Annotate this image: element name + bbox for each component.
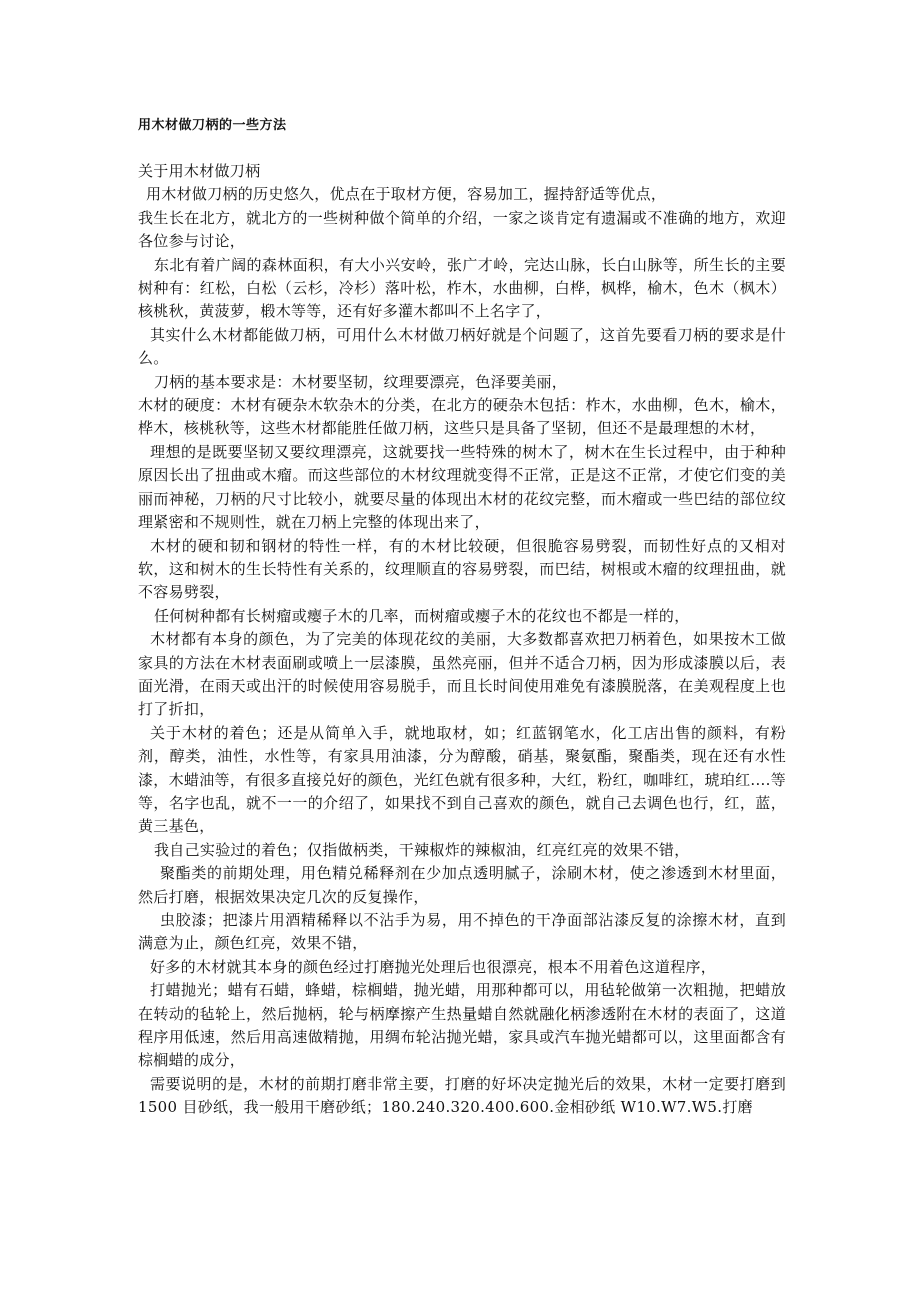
- paragraph: 木材都有本身的颜色，为了完美的体现花纹的美丽，大多数都喜欢把刀柄着色，如果按木工做家具的方法在木材表面刷或喷上一层漆膜，虽然亮丽，但并不适合刀柄，因为形成漆膜以后，表面光滑，在雨天或出汗的时候使用容易脱手，而且长时间使用难免有漆膜脱落，在美观程度上也打了折扣，: [138, 630, 786, 719]
- paragraph: 木材的硬度：木材有硬杂木软杂木的分类，在北方的硬杂木包括：柞木，水曲柳，色木，榆木，桦木，核桃秋等，这些木材都能胜任做刀柄，这些只是具备了坚韧，但还不是最理想的木材，: [138, 396, 786, 438]
- paragraph: 刀柄的基本要求是：木材要坚韧，纹理要漂亮，色泽要美丽，: [154, 372, 568, 391]
- document-body: [138, 160, 786, 1120]
- paragraph: 打蜡抛光；蜡有石蜡，蜂蜡，棕榈蜡，抛光蜡，用那种都可以，用毡轮做第一次粗抛，把蜡放在转动的毡轮上，然后抛柄，轮与柄摩擦产生热量蜡自然就融化柄渗透附在木材的表面了，这道程序用低速，然后用高速做精抛，用绸布轮沾抛光蜡，家具或汽车抛光蜡都可以，这里面都含有棕榈蜡的成分，: [138, 981, 786, 1070]
- paragraph: 关于木材的着色；还是从简单入手，就地取材，如；红蓝钢笔水，化工店出售的颜料，有粉剂，醇类，油性，水性等，有家具用油漆，分为醇酸，硝基，聚氨酯，聚酯类，现在还有水性漆，木蜡油等，有很多直接兑好的颜色，光红色就有很多种，大红，粉红，咖啡红，琥珀红....等等，名字也乱，就不一一的介绍了，如果找不到自己喜欢的颜色，就自己去调色也行，红，蓝，黄三基色，: [138, 723, 786, 836]
- paragraph: 任何树种都有长树瘤或瘿子木的几率，而树瘤或瘿子木的花纹也不都是一样的，: [154, 606, 690, 625]
- paragraph: 其实什么木材都能做刀柄，可用什么木材做刀柄好就是个问题了，这首先要看刀柄的要求是什么。: [138, 325, 786, 368]
- paragraph: 东北有着广阔的森林面积，有大小兴安岭，张广才岭，完达山脉，长白山脉等，所生长的主要树种有：红松，白松（云杉，冷杉）落叶松，柞木，水曲柳，白桦，枫桦，榆木，色木（枫木）核桃秋，黄菠萝，椴木等等，还有好多灌木都叫不上名字了，: [138, 255, 786, 321]
- section-heading: 关于用木材做刀柄: [138, 162, 261, 180]
- paragraph: 我自己实验过的着色；仅指做柄类，干辣椒炸的辣椒油，红亮红亮的效果不错，: [154, 840, 690, 859]
- paragraph: 用木材做刀柄的历史悠久，优点在于取材方便，容易加工，握持舒适等优点，: [146, 185, 667, 204]
- paragraph: 理想的是既要坚韧又要纹理漂亮，这就要找一些特殊的树木了，树木在生长过程中，由于种种原因长出了扭曲或木瘤。而这些部位的木材纹理就变得不正常，正是这不正常，才使它们变的美丽而神秘，刀柄的尺寸比较小，就要尽量的体现出木材的花纹完整，而木瘤或一些巴结的部位纹理紧密和不规则性，就在刀柄上完整的体现出来了，: [138, 442, 786, 532]
- paragraph: 聚酯类的前期处理，用色精兑稀释剂在少加点透明腻子，涂刷木材，使之渗透到木材里面，然后打磨，根据效果决定几次的反复操作，: [138, 864, 786, 906]
- paragraph: 我生长在北方，就北方的一些树种做个简单的介绍，一家之谈肯定有遗漏或不准确的地方，欢迎各位参与讨论，: [138, 208, 786, 251]
- document-title: 用木材做刀柄的一些方法: [138, 118, 287, 133]
- paragraph: 虫胶漆；把漆片用酒精稀释以不沾手为易，用不掉色的干净面部沾漆反复的涂擦木材，直到满意为止，颜色红亮，效果不错，: [138, 911, 786, 953]
- paragraph: 需要说明的是，木材的前期打磨非常主要，打磨的好坏决定抛光后的效果，木材一定要打磨到 1500 目砂纸，我一般用干磨砂纸；180.240.320.400.600.金相砂纸 W10.W7.W5.打磨: [138, 1074, 786, 1117]
- paragraph: 木材的硬和韧和钢材的特性一样，有的木材比较硬，但很脆容易劈裂，而韧性好点的又相对软，这和树木的生长特性有关系的，纹理顺直的容易劈裂，而巴结，树根或木瘤的纹理扭曲，就不容易劈裂，: [138, 536, 786, 602]
- paragraph: 好多的木材就其本身的颜色经过打磨抛光处理后也很漂亮，根本不用着色这道程序，: [150, 957, 717, 976]
